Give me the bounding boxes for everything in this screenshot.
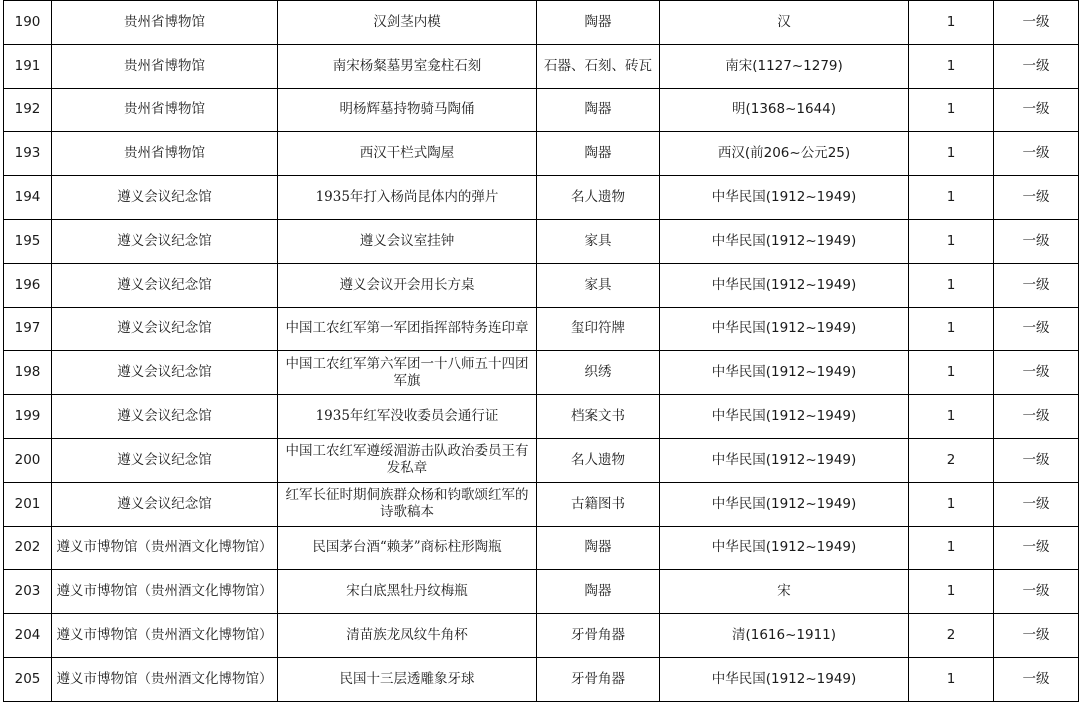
relic-count: 1	[909, 657, 994, 701]
relic-count: 1	[909, 132, 994, 176]
relic-grade: 一级	[994, 44, 1079, 88]
relic-category: 古籍图书	[537, 482, 660, 526]
relic-name: 遵义会议室挂钟	[278, 219, 537, 263]
relic-era: 中华民国(1912~1949)	[660, 219, 909, 263]
row-number: 192	[4, 88, 52, 132]
relic-count: 1	[909, 44, 994, 88]
relic-era: 中华民国(1912~1949)	[660, 351, 909, 395]
relic-count: 1	[909, 263, 994, 307]
museum-name: 遵义会议纪念馆	[52, 263, 278, 307]
museum-name: 遵义会议纪念馆	[52, 482, 278, 526]
relic-count: 2	[909, 438, 994, 482]
relic-name: 南宋杨粲墓男室龛柱石刻	[278, 44, 537, 88]
relic-category: 陶器	[537, 526, 660, 570]
relic-era: 南宋(1127~1279)	[660, 44, 909, 88]
table-row	[4, 482, 1079, 526]
table-row	[4, 351, 1079, 395]
relic-name: 汉剑茎内模	[278, 1, 537, 45]
museum-name: 遵义会议纪念馆	[52, 351, 278, 395]
relic-category: 名人遗物	[537, 176, 660, 220]
row-number: 201	[4, 482, 52, 526]
table-row	[4, 1, 1079, 45]
table-row	[4, 395, 1079, 439]
relic-era: 明(1368~1644)	[660, 88, 909, 132]
table-row	[4, 176, 1079, 220]
museum-name: 遵义会议纪念馆	[52, 219, 278, 263]
relic-count: 1	[909, 351, 994, 395]
relic-grade: 一级	[994, 526, 1079, 570]
museum-name: 贵州省博物馆	[52, 88, 278, 132]
relic-grade: 一级	[994, 88, 1079, 132]
relic-era: 西汉(前206~公元25)	[660, 132, 909, 176]
relic-count: 1	[909, 395, 994, 439]
table-row	[4, 88, 1079, 132]
row-number: 191	[4, 44, 52, 88]
relic-name: 1935年打入杨尚昆体内的弹片	[278, 176, 537, 220]
table-row	[4, 614, 1079, 658]
relic-name: 民国十三层透雕象牙球	[278, 657, 537, 701]
relic-name: 中国工农红军遵绥湄游击队政治委员王有发私章	[278, 438, 537, 482]
relic-count: 1	[909, 88, 994, 132]
relic-era: 中华民国(1912~1949)	[660, 438, 909, 482]
relic-category: 玺印符牌	[537, 307, 660, 351]
row-number: 199	[4, 395, 52, 439]
relics-table	[3, 0, 1079, 702]
relic-count: 1	[909, 219, 994, 263]
table-row	[4, 307, 1079, 351]
relic-category: 陶器	[537, 1, 660, 45]
relic-category: 陶器	[537, 88, 660, 132]
relic-category: 名人遗物	[537, 438, 660, 482]
relic-era: 中华民国(1912~1949)	[660, 657, 909, 701]
relic-grade: 一级	[994, 657, 1079, 701]
row-number: 202	[4, 526, 52, 570]
relic-grade: 一级	[994, 263, 1079, 307]
museum-name: 贵州省博物馆	[52, 132, 278, 176]
table-row	[4, 219, 1079, 263]
relic-grade: 一级	[994, 176, 1079, 220]
relic-category: 织绣	[537, 351, 660, 395]
table-body	[4, 1, 1079, 702]
museum-name: 遵义会议纪念馆	[52, 176, 278, 220]
relic-name: 清苗族龙凤纹牛角杯	[278, 614, 537, 658]
museum-name: 贵州省博物馆	[52, 44, 278, 88]
relic-name: 遵义会议开会用长方桌	[278, 263, 537, 307]
row-number: 195	[4, 219, 52, 263]
relic-category: 石器、石刻、砖瓦	[537, 44, 660, 88]
relic-name: 中国工农红军第六军团一十八师五十四团军旗	[278, 351, 537, 395]
relic-grade: 一级	[994, 570, 1079, 614]
relic-grade: 一级	[994, 351, 1079, 395]
relic-category: 牙骨角器	[537, 614, 660, 658]
relic-category: 家具	[537, 263, 660, 307]
museum-name: 遵义市博物馆（贵州酒文化博物馆）	[52, 657, 278, 701]
relic-era: 中华民国(1912~1949)	[660, 395, 909, 439]
museum-name: 遵义市博物馆（贵州酒文化博物馆）	[52, 526, 278, 570]
relic-era: 中华民国(1912~1949)	[660, 176, 909, 220]
relic-era: 中华民国(1912~1949)	[660, 307, 909, 351]
relic-era: 宋	[660, 570, 909, 614]
table-row	[4, 44, 1079, 88]
relic-era: 中华民国(1912~1949)	[660, 526, 909, 570]
table-row	[4, 263, 1079, 307]
relic-name: 明杨辉墓持物骑马陶俑	[278, 88, 537, 132]
relic-grade: 一级	[994, 132, 1079, 176]
relic-era: 清(1616~1911)	[660, 614, 909, 658]
row-number: 194	[4, 176, 52, 220]
relic-name: 1935年红军没收委员会通行证	[278, 395, 537, 439]
relic-category: 档案文书	[537, 395, 660, 439]
museum-name: 遵义市博物馆（贵州酒文化博物馆）	[52, 614, 278, 658]
relic-category: 陶器	[537, 570, 660, 614]
row-number: 193	[4, 132, 52, 176]
relic-grade: 一级	[994, 307, 1079, 351]
relic-name: 红军长征时期侗族群众杨和钧歌颂红军的诗歌稿本	[278, 482, 537, 526]
row-number: 200	[4, 438, 52, 482]
relic-era: 中华民国(1912~1949)	[660, 263, 909, 307]
relic-grade: 一级	[994, 482, 1079, 526]
relic-era: 汉	[660, 1, 909, 45]
relic-grade: 一级	[994, 395, 1079, 439]
relic-category: 牙骨角器	[537, 657, 660, 701]
relic-count: 1	[909, 176, 994, 220]
relic-name: 宋白底黑牡丹纹梅瓶	[278, 570, 537, 614]
relic-name: 民国茅台酒“赖茅”商标柱形陶瓶	[278, 526, 537, 570]
museum-name: 遵义会议纪念馆	[52, 307, 278, 351]
museum-name: 贵州省博物馆	[52, 1, 278, 45]
row-number: 204	[4, 614, 52, 658]
table-row	[4, 438, 1079, 482]
museum-name: 遵义会议纪念馆	[52, 438, 278, 482]
relic-grade: 一级	[994, 219, 1079, 263]
museum-name: 遵义会议纪念馆	[52, 395, 278, 439]
row-number: 197	[4, 307, 52, 351]
table-row	[4, 526, 1079, 570]
table-row	[4, 570, 1079, 614]
relic-count: 1	[909, 1, 994, 45]
relic-grade: 一级	[994, 1, 1079, 45]
relic-count: 1	[909, 307, 994, 351]
relic-count: 1	[909, 482, 994, 526]
relic-grade: 一级	[994, 614, 1079, 658]
row-number: 203	[4, 570, 52, 614]
row-number: 196	[4, 263, 52, 307]
row-number: 198	[4, 351, 52, 395]
museum-name: 遵义市博物馆（贵州酒文化博物馆）	[52, 570, 278, 614]
table-row	[4, 657, 1079, 701]
relic-category: 家具	[537, 219, 660, 263]
relic-category: 陶器	[537, 132, 660, 176]
row-number: 205	[4, 657, 52, 701]
row-number: 190	[4, 1, 52, 45]
table-row	[4, 132, 1079, 176]
relic-name: 西汉干栏式陶屋	[278, 132, 537, 176]
relic-grade: 一级	[994, 438, 1079, 482]
relic-count: 2	[909, 614, 994, 658]
relic-count: 1	[909, 526, 994, 570]
relic-era: 中华民国(1912~1949)	[660, 482, 909, 526]
relic-name: 中国工农红军第一军团指挥部特务连印章	[278, 307, 537, 351]
relic-count: 1	[909, 570, 994, 614]
